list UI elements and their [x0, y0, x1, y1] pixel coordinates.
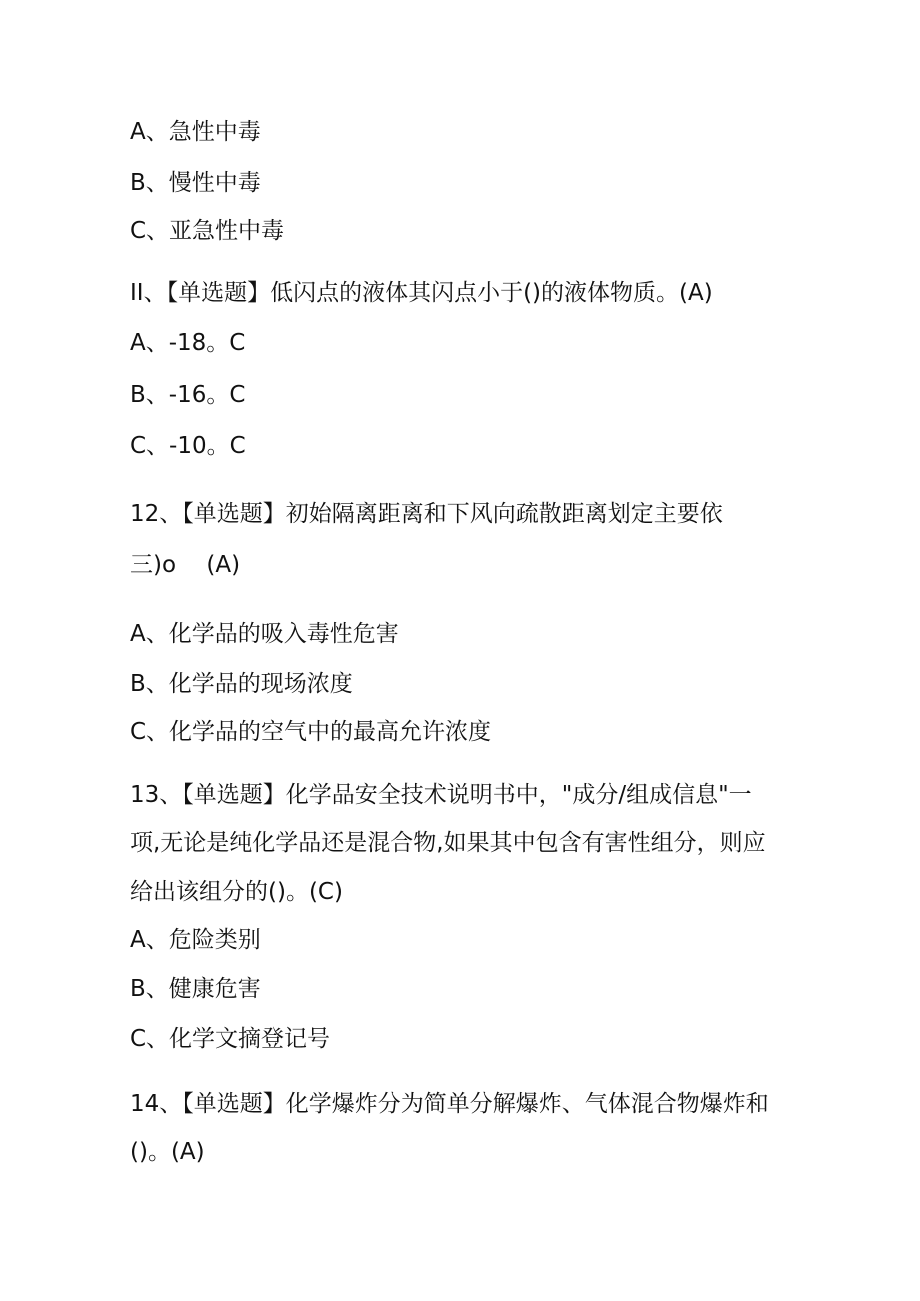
question-12-line: 三)o (A)	[130, 552, 241, 578]
option-line: B、慢性中毒	[130, 170, 261, 196]
option-line: C、化学品的空气中的最高允许浓度	[130, 719, 492, 745]
option-line: C、-10。C	[130, 433, 246, 459]
option-line: B、化学品的现场浓度	[130, 671, 353, 697]
question-14-line: 14、【单选题】化学爆炸分为简单分解爆炸、气体混合物爆炸和	[130, 1091, 769, 1117]
option-line: A、危险类别	[130, 927, 261, 953]
option-line: C、亚急性中毒	[130, 218, 285, 244]
option-line: C、化学文摘登记号	[130, 1026, 331, 1052]
question-13-line: 13、【单选题】化学品安全技术说明书中，"成分/组成信息"一	[130, 782, 752, 808]
question-12-line: 12、【单选题】初始隔离距离和下风向疏散距离划定主要依	[130, 501, 723, 527]
option-line: B、-16。C	[130, 382, 246, 408]
question-14-line: ()。(A)	[130, 1139, 205, 1165]
option-line: A、急性中毒	[130, 119, 261, 145]
question-11-line: II、【单选题】低闪点的液体其闪点小于()的液体物质。(A)	[130, 280, 713, 306]
option-line: A、-18。C	[130, 330, 246, 356]
question-13-line: 项,无论是纯化学品还是混合物,如果其中包含有害性组分，则应	[130, 830, 766, 856]
option-line: B、健康危害	[130, 976, 261, 1002]
option-line: A、化学品的吸入毒性危害	[130, 621, 399, 647]
question-13-line: 给出该组分的()。(C)	[130, 879, 343, 905]
